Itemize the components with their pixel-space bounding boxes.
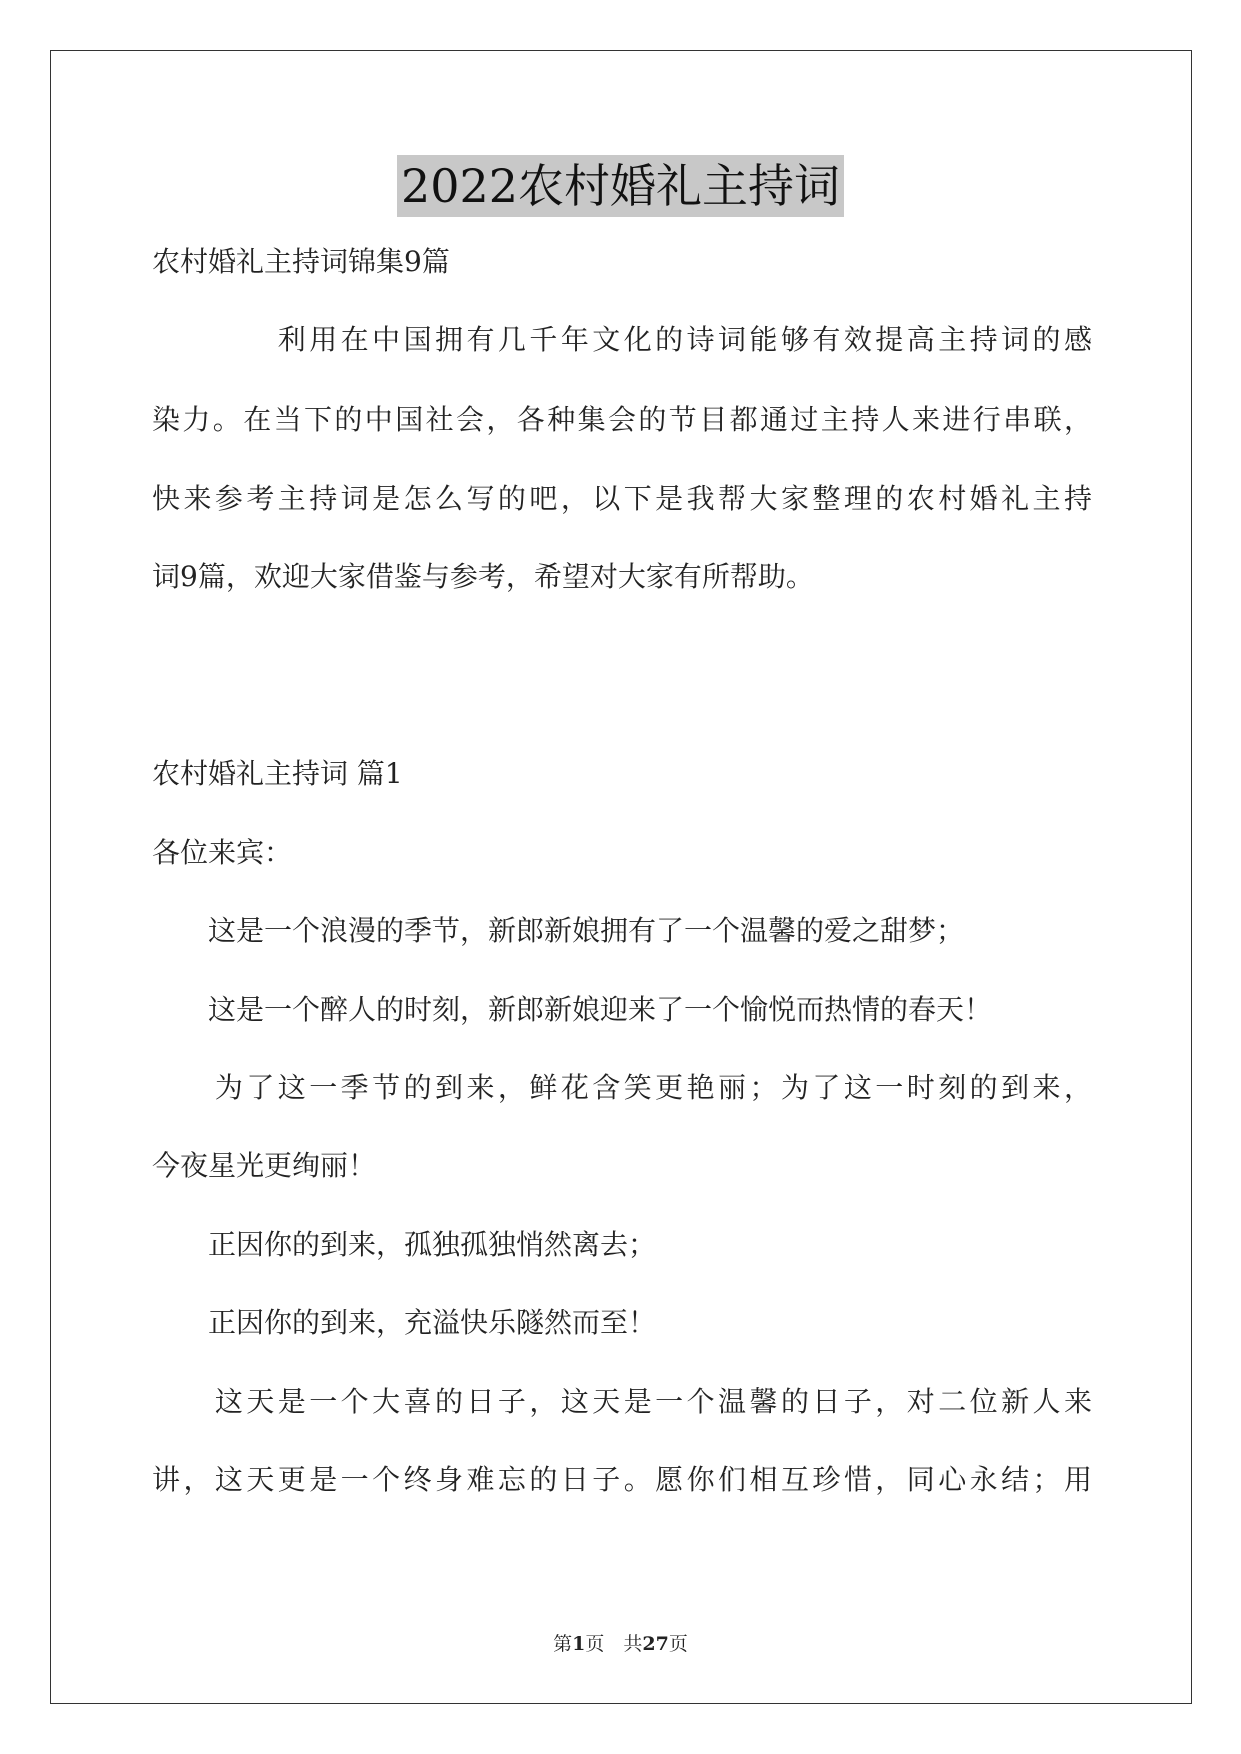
current-page-number: 1 xyxy=(572,1633,586,1655)
page-footer xyxy=(0,1632,1241,1656)
paragraph-line: 正因你的到来，孤独孤独悄然离去； xyxy=(152,1228,657,1261)
total-pages-number: 27 xyxy=(642,1633,669,1655)
paragraph-line: 这是一个醉人的时刻，新郎新娘迎来了一个愉悦而热情的春天！ xyxy=(152,993,993,1026)
paragraph-line: 正因你的到来，充溢快乐隧然而至！ xyxy=(152,1306,657,1339)
title-container xyxy=(0,155,1241,217)
section-heading: 农村婚礼主持词 篇1 xyxy=(152,757,403,790)
paragraph-line: 词9篇，欢迎大家借鉴与参考，希望对大家有所帮助。 xyxy=(152,560,814,593)
paragraph-line: 为了这一季节的到来，鲜花含笑更艳丽；为了这一时刻的到来， xyxy=(152,1071,1092,1104)
paragraph-line: 讲，这天更是一个终身难忘的日子。愿你们相互珍惜，同心永结；用 xyxy=(152,1463,1092,1496)
paragraph-line: 快来参考主持词是怎么写的吧，以下是我帮大家整理的农村婚礼主持 xyxy=(152,482,1092,515)
footer-prefix: 第 xyxy=(553,1633,573,1655)
paragraph-line: 这是一个浪漫的季节，新郎新娘拥有了一个温馨的爱之甜梦； xyxy=(152,914,965,947)
page-border xyxy=(50,50,1192,1704)
paragraph-line: 这天是一个大喜的日子，这天是一个温馨的日子，对二位新人来 xyxy=(152,1385,1092,1418)
footer-suffix: 页 xyxy=(668,1633,688,1655)
salutation: 各位来宾： xyxy=(152,836,293,869)
paragraph-line: 染力。在当下的中国社会，各种集会的节目都通过主持人来进行串联， xyxy=(152,403,1092,436)
paragraph-line: 利用在中国拥有几千年文化的诗词能够有效提高主持词的感 xyxy=(152,323,1092,356)
paragraph-line: 今夜星光更绚丽！ xyxy=(152,1149,377,1182)
footer-middle: 页 共 xyxy=(585,1633,643,1655)
collection-heading: 农村婚礼主持词锦集9篇 xyxy=(152,245,450,278)
document-title: 2022农村婚礼主持词 xyxy=(397,155,844,217)
